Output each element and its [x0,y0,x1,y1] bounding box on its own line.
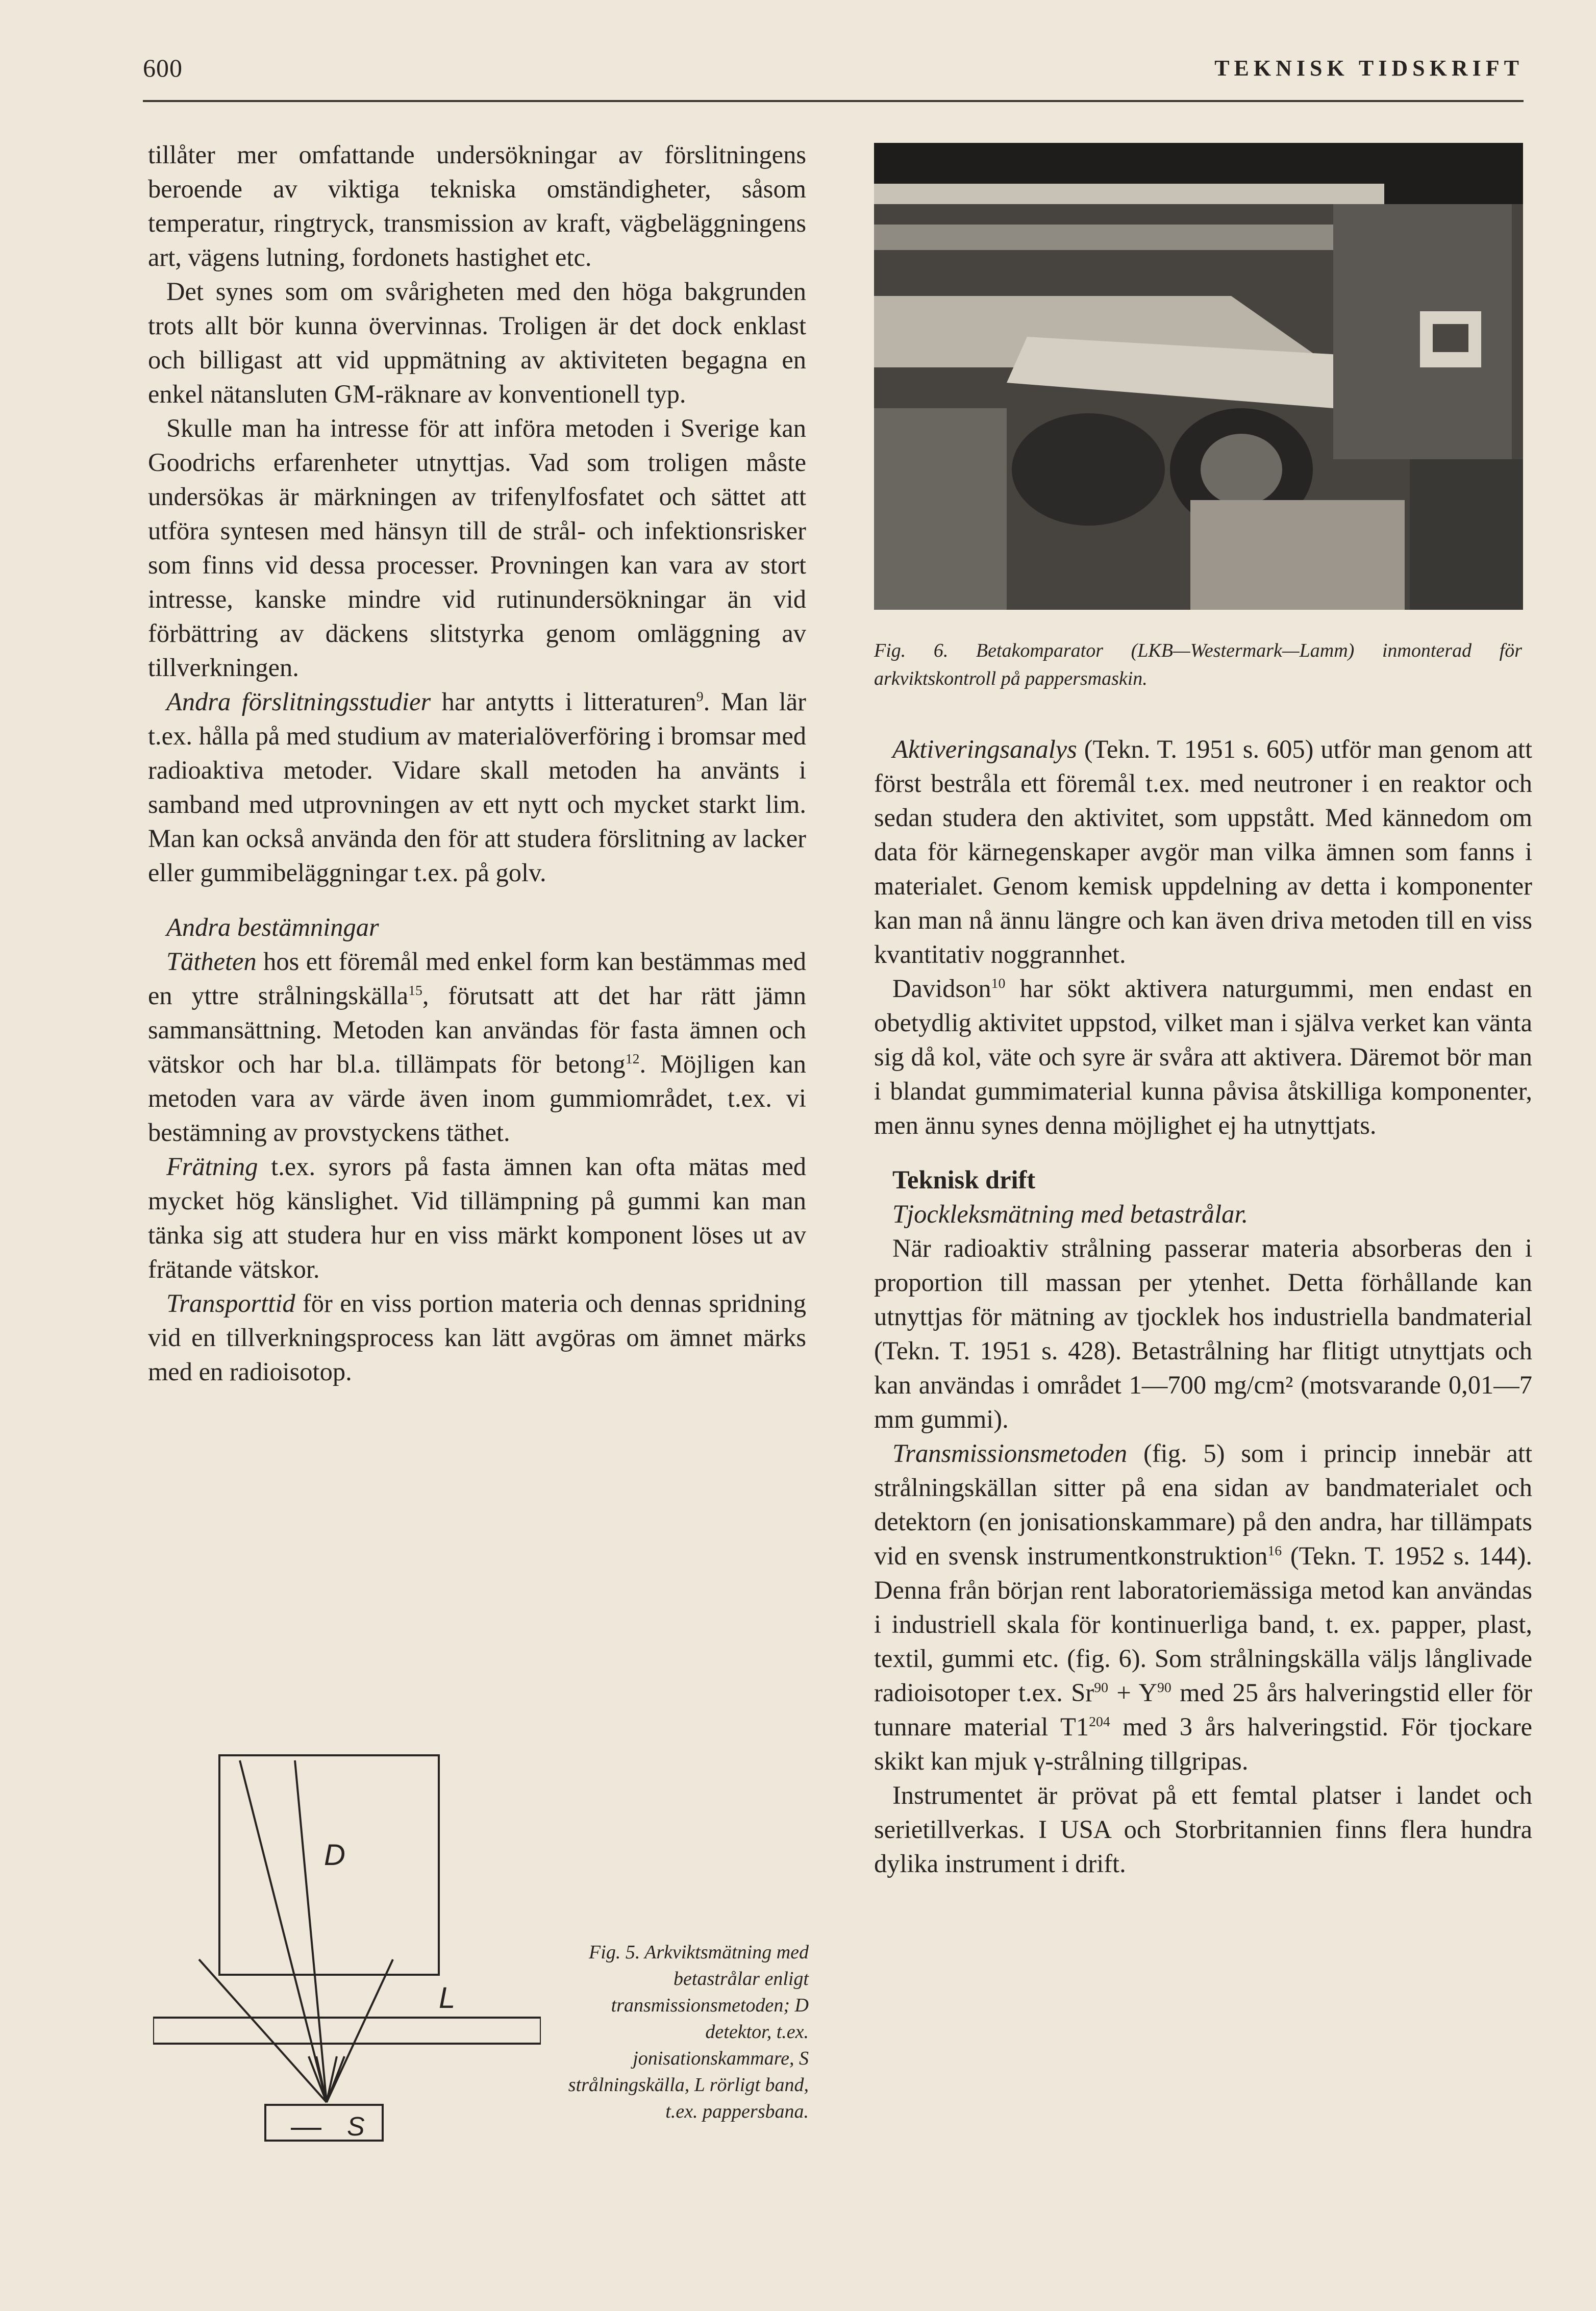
figure-6-photo [874,143,1523,610]
paragraph [148,1150,806,1286]
figure-5-diagram [153,1750,541,2153]
section-heading: Andra bestämningar [166,913,379,941]
text-run: . Man lär t.ex. hålla på med studium av materialöverföring i bromsar med radioaktiva metoder. Vidare skall metoden ha använts i samband med utprovningen av ett nytt och mycket starkt lim. Man kan också använda den för att studera förslitning av lacker eller gummibeläggningar t.ex. på golv. [148,687,806,887]
transmission-method-diagram [153,1750,541,2153]
label-d: D [324,1838,345,1872]
paper-machine-photo [874,143,1523,610]
text-run: (fig. 5) som i princip innebär att strålningskällan sitter på ena sidan av bandmaterialet och detektorn (en jonisationskammare) på den andra, har tillämpats vid en svensk instrumentkonstruktion [874,1439,1532,1570]
paragraph: När radioaktiv strålning passerar materia absorberas den i proportion till massan per ytenhet. Detta förhållande kan utnyttjas för mätning av tjocklek hos industriella bandmaterial (Tekn. T. 1951 s. 428). Betastrålning har flitigt utnyttjats och kan användas i området 1—700 mg/cm² (motsvarande 0,01—7 mm gummi). [874,1234,1532,1433]
figure-5-caption: Fig. 5. Arkviktsmätning med betastrålar enligt transmissionsmetoden; D detektor, t.ex. jonisationskammare, S strålningskälla, L rörligt band, t.ex. pappersbana. [568,1942,809,2122]
reference: 9 [696,689,704,705]
reference: 12 [625,1051,640,1067]
text-run: har sökt aktivera naturgummi, men endast en obetydlig aktivitet uppstod, vilket man i själva verket kan vänta sig då kol, väte och syre är svåra att aktivera. Däremot bör man i blandat gummimaterial kunna påvisa åtskilliga komponenter, men ännu synes denna möjlighet ej ha utnyttjats. [874,974,1532,1139]
paragraph: tillåter mer omfattande undersökningar av förslitningens beroende av viktiga tekniska omständigheter, såsom temperatur, ringtryck, transmission av kraft, vägbeläggningens art, vägens lutning, fordonets hastighet etc. [148,140,806,271]
isotope-mass: 90 [1094,1680,1108,1696]
emphasis: Transporttid [166,1289,295,1318]
paragraph [874,1436,1532,1778]
beam-line [327,1959,393,2102]
page-number: 600 [143,54,183,82]
right-column [874,732,1532,1881]
text-run: . Möjligen kan metoden vara av värde även inom gummiområdet, t.ex. vi bestämning av provstyckens täthet. [148,1050,807,1147]
text-run: Davidson [892,974,991,1003]
reference: 15 [408,983,422,999]
paragraph [874,972,1532,1142]
source-box [265,2105,383,2141]
text-run: för en viss portion materia och dennas spridning vid en tillverkningsprocess kan lätt avgöras om ämnet märks med en radioisotop. [148,1289,806,1386]
text-run: med 25 års halveringstid eller för tunnare material T1 [874,1678,1532,1741]
isotope-mass: 90 [1157,1680,1171,1696]
beam-line [295,1760,327,2102]
text-run: med 3 års halveringstid. För tjockare skikt kan mjuk γ-strålning tillgripas. [874,1712,1532,1775]
paragraph: Instrumentet är prövat på ett femtal platser i landet och serietillverkas. I USA och Storbritannien finns flera hundra dylika instrument i drift. [874,1781,1532,1878]
paragraph [148,945,806,1150]
reference: 10 [991,976,1006,992]
emphasis: Tätheten [166,947,257,976]
left-column [148,138,806,1389]
journal-title: TEKNISK TIDSKRIFT [1214,56,1524,81]
text-run: (Tekn. T. 1951 s. 605) utför man genom att först bestråla ett föremål t.ex. med neutroner i en reaktor och sedan studera den aktivitet, som uppstått. Med kännedom om data för kärnegenskaper avgör man vilka ämnen som fanns i materialet. Genom kemisk uppdelning av detta i komponenter kan man nå ännu längre och kan även driva metoden till en viss kvantitativ noggrannhet. [874,735,1532,968]
text-run: (Tekn. T. 1952 s. 144). Denna från början rent laboratoriemässiga metod kan användas i industriell skala för kontinuerliga band, t. ex. papper, plast, textil, gummi etc. (fig. 6). Som strålningskälla väljs långlivade radioisotoper t.ex. Sr [874,1542,1532,1707]
subsection-heading: Tjockleksmätning med betastrålar. [892,1200,1249,1228]
emphasis: Frätning [166,1152,258,1181]
paragraph: Skulle man ha intresse för att införa metoden i Sverige kan Goodrichs erfarenheter utnyttjas. Vad som troligen måste undersökas är märkningen av trifenylfosfatet och sättet att utföra syntesen med hänsyn till de strål- och infektionsrisker som finns vid dessa processer. Provningen kan vara av stort intresse, kanske mindre vid rutinundersökningar än vid förbättring av däckens slitstyrka genom omläggning av tillverkningen. [148,414,806,682]
paragraph: Det synes som om svårigheten med den höga bakgrunden trots allt bör kunna övervinnas. Troligen är det dock enklast och billigast att vid uppmätning av aktiviteten begagna en enkel nätansluten GM-räknare av konventionell typ. [148,277,806,408]
label-s: S [347,2112,365,2142]
paragraph [148,1286,806,1389]
text-run: , förutsatt att det har rätt jämn sammansättning. Metoden kan användas för fasta ämnen och vätskor och har bl.a. tillämpats för betong [148,981,806,1078]
beam-line [240,1760,327,2102]
figure-6-caption: Fig. 6. Betakomparator (LKB—Westermark—Lamm) inmonterad för arkviktskontroll på pappersmaskin. [874,640,1522,689]
isotope-mass: 204 [1089,1714,1110,1730]
section-heading: Teknisk drift [892,1165,1036,1194]
paragraph [874,732,1532,972]
emphasis: Transmissionsmetoden [892,1439,1128,1468]
text-run: + Y [1108,1678,1157,1707]
reference: 16 [1267,1543,1282,1559]
header-rule [143,100,1524,102]
text-run: t.ex. syrors på fasta ämnen kan ofta mätas med mycket hög känslighet. Vid tillämpning på gummi kan man tänka sig att studera hur en viss märkt komponent löses ut av frätande vätskor. [148,1152,806,1283]
label-l: L [439,1981,456,2015]
emphasis: Aktiveringsanalys [892,735,1077,763]
paragraph [148,685,806,890]
emphasis: Andra förslitningsstudier [166,687,431,716]
text-run: hos ett föremål med enkel form kan bestämmas med en yttre strålningskälla [148,947,806,1010]
text-run: har antytts i litteraturen [431,687,696,716]
